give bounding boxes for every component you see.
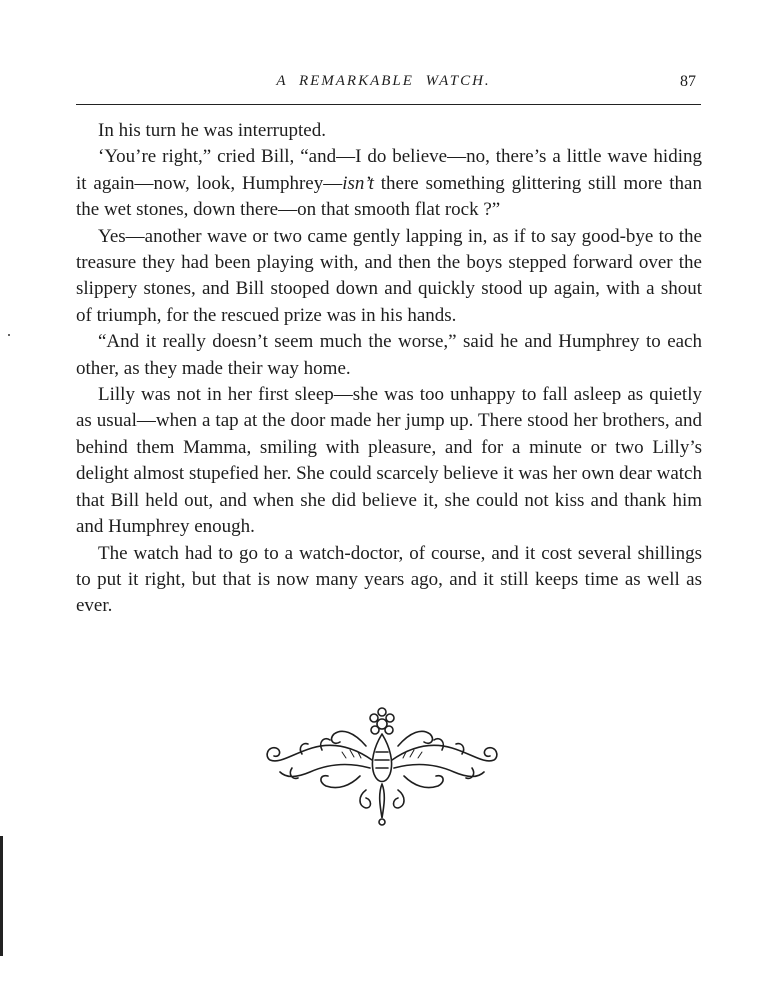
paragraph: Lilly was not in her first sleep—she was too unhappy to fall asleep as quietly as usual—when a tap at the door made her jump up. There stood her brothers, and behind them Mamma, smiling with pleasure, and for a minute or two Lilly’s delight almost stupefied her. She could scarcely believe it was her own dear watch that Bill held out, and when she did believe it, she could not kiss and thank him and Humphrey enough. xyxy=(76,384,702,538)
paragraph: “And it really doesn’t seem much the worse,” said he and Humphrey to each other, as they made their way home. xyxy=(76,331,702,379)
header-rule xyxy=(76,104,701,105)
page-edge-mark xyxy=(0,836,3,956)
paper-speck xyxy=(8,334,10,336)
paragraph: The watch had to go to a watch-doctor, of course, and it cost several shillings to put it right, but that is now many years ago, and it still keeps time as well as ever. xyxy=(76,542,702,617)
page-number: 87 xyxy=(680,73,696,90)
emphasized-word: isn’t xyxy=(342,172,374,194)
running-header-title: A REMARKABLE WATCH. xyxy=(276,73,491,89)
paragraph-text: ‘You’re right,” cried Bill, “and—I do believe—no, there’s a little wave hiding it again—now, look, Humphrey— xyxy=(76,146,702,194)
paragraph-text: there something glittering still more than the wet stones, down there—on that smooth flat rock ?” xyxy=(76,172,702,221)
paragraph xyxy=(76,144,702,223)
floral-ornament-icon xyxy=(262,702,508,828)
paragraph: In his turn he was interrupted. xyxy=(98,120,326,141)
body-text xyxy=(76,118,702,620)
paragraph: Yes—another wave or two came gently lapping in, as if to say good-bye to the treasure they had been playing with, and then the boys stepped forward over the slippery stones, and Bill stooped down and quickly stood up again, with a shout of triumph, for the rescued prize was in his hands. xyxy=(76,225,702,326)
